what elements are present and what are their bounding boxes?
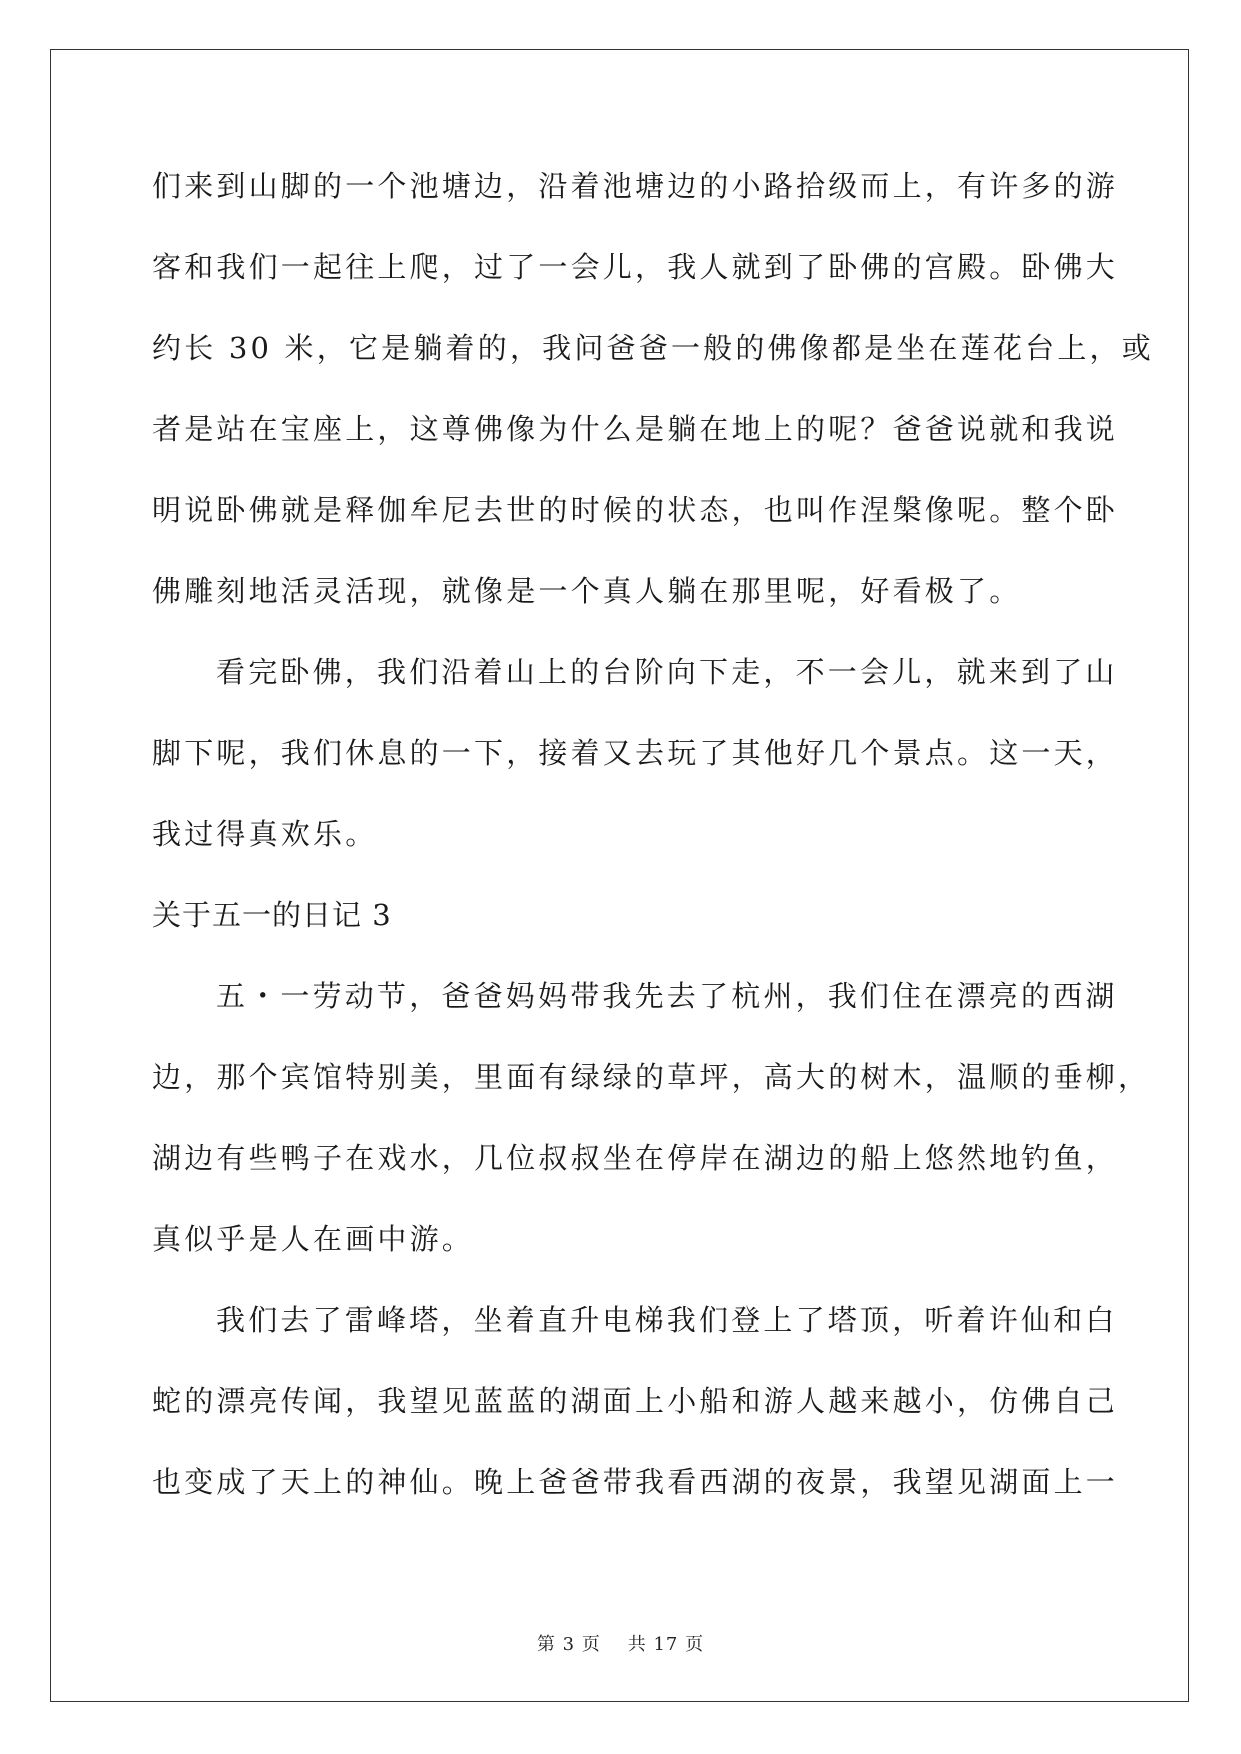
text-line: 脚下呢，我们休息的一下，接着又去玩了其他好几个景点。这一天， xyxy=(152,736,1119,770)
page-total: 共 17 页 xyxy=(627,1634,705,1655)
text-line: 我们去了雷峰塔，坐着直升电梯我们登上了塔顶，听着许仙和白 xyxy=(216,1303,1118,1337)
text-line: 真似乎是人在画中游。 xyxy=(152,1222,475,1256)
text-line: 湖边有些鸭子在戏水，几位叔叔坐在停岸在湖边的船上悠然地钓鱼， xyxy=(152,1141,1119,1175)
text-line: 看完卧佛，我们沿着山上的台阶向下走，不一会儿，就来到了山 xyxy=(216,655,1118,689)
text-line: 客和我们一起往上爬，过了一会儿，我人就到了卧佛的宫殿。卧佛大 xyxy=(152,250,1119,284)
text-line: 我过得真欢乐。 xyxy=(152,817,378,851)
text-line: 约长 30 米，它是躺着的，我问爸爸一般的佛像都是坐在莲花台上，或 xyxy=(152,331,1154,365)
text-line: 蛇的漂亮传闻，我望见蓝蓝的湖面上小船和游人越来越小，仿佛自己 xyxy=(152,1384,1119,1418)
text-line: 边，那个宾馆特别美，里面有绿绿的草坪，高大的树木，温顺的垂柳， xyxy=(152,1060,1151,1094)
page-footer xyxy=(0,1630,1241,1656)
document-body xyxy=(152,160,1154,1537)
section-heading: 关于五一的日记 3 xyxy=(152,898,392,932)
text-line: 也变成了天上的神仙。晚上爸爸带我看西湖的夜景，我望见湖面上一 xyxy=(152,1465,1119,1499)
text-line: 明说卧佛就是释伽牟尼去世的时候的状态，也叫作涅槃像呢。整个卧 xyxy=(152,493,1119,527)
text-line: 佛雕刻地活灵活现，就像是一个真人躺在那里呢，好看极了。 xyxy=(152,574,1022,608)
text-line: 五・一劳动节，爸爸妈妈带我先去了杭州，我们住在漂亮的西湖 xyxy=(216,979,1118,1013)
text-line: 们来到山脚的一个池塘边，沿着池塘边的小路拾级而上，有许多的游 xyxy=(152,169,1119,203)
page-number: 第 3 页 xyxy=(536,1634,601,1655)
text-line: 者是站在宝座上，这尊佛像为什么是躺在地上的呢？爸爸说就和我说 xyxy=(152,412,1119,446)
